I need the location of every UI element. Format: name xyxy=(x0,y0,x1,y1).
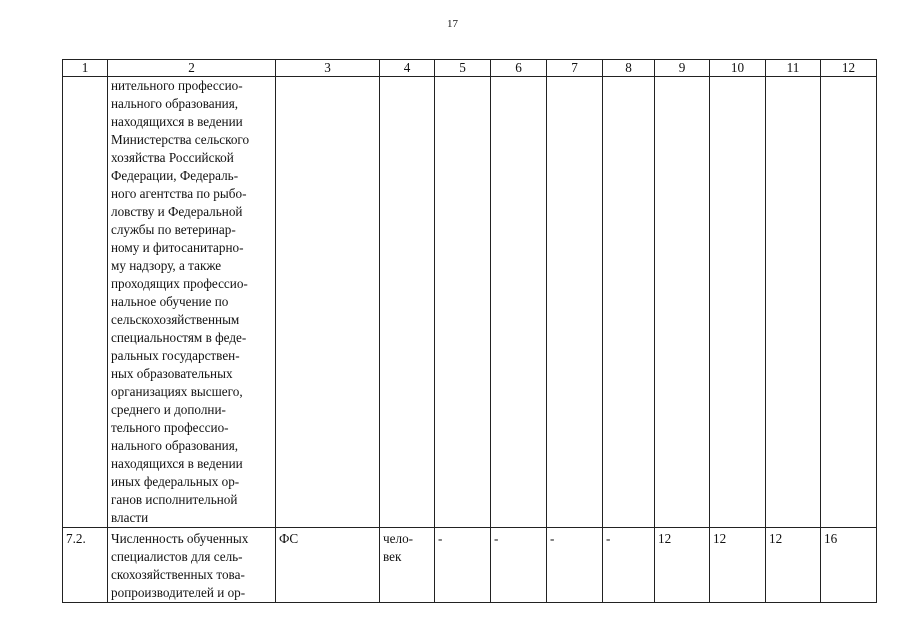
column-header: 12 xyxy=(821,60,877,77)
text-line: ганов исполнительной xyxy=(111,492,238,507)
page-number: 17 xyxy=(447,18,458,30)
column-header: 11 xyxy=(766,60,821,77)
column-header: 1 xyxy=(63,60,108,77)
table-header-row xyxy=(63,60,877,77)
text-line: чело- xyxy=(383,531,414,546)
value-cell xyxy=(655,77,710,528)
row-number-cell: 7.2. xyxy=(63,528,108,603)
column-header: 8 xyxy=(603,60,655,77)
text-line: среднего и дополни- xyxy=(111,402,226,417)
text-line: ных образовательных xyxy=(111,366,233,381)
unit-cell xyxy=(380,77,435,528)
value-cell xyxy=(821,77,877,528)
source-cell: ФС xyxy=(276,528,380,603)
text-line: находящихся в ведении xyxy=(111,114,243,129)
text-line: нальное обучение по xyxy=(111,294,229,309)
row-number-cell xyxy=(63,77,108,528)
description-text xyxy=(111,77,272,527)
column-header: 3 xyxy=(276,60,380,77)
table-row-continuation xyxy=(63,77,877,528)
text-line: скохозяйственных това- xyxy=(111,567,245,582)
text-line: нального образования, xyxy=(111,438,239,453)
text-line: ральных государствен- xyxy=(111,348,240,363)
text-line: специалистов для сель- xyxy=(111,549,243,564)
description-cell xyxy=(108,77,276,528)
text-line: сельскохозяйственным xyxy=(111,312,240,327)
value-cell xyxy=(435,77,491,528)
unit-text xyxy=(383,530,431,566)
text-line: хозяйства Российской xyxy=(111,150,234,165)
text-line: нительного профессио- xyxy=(111,78,243,93)
text-line: ному и фитосанитарно- xyxy=(111,240,244,255)
column-header: 10 xyxy=(710,60,766,77)
text-line: му надзору, а также xyxy=(111,258,222,273)
text-line: власти xyxy=(111,510,149,525)
text-line: Численность обученных xyxy=(111,531,249,546)
value-cell xyxy=(547,77,603,528)
text-line: ропроизводителей и ор- xyxy=(111,585,246,600)
column-header: 6 xyxy=(491,60,547,77)
text-line: службы по ветеринар- xyxy=(111,222,236,237)
value-cell-col9: 12 xyxy=(655,528,710,603)
value-cell-col11: 12 xyxy=(766,528,821,603)
table-row-7-2 xyxy=(63,528,877,603)
text-line: находящихся в ведении xyxy=(111,456,243,471)
unit-cell xyxy=(380,528,435,603)
description-cell xyxy=(108,528,276,603)
text-line: тельного профессио- xyxy=(111,420,229,435)
value-cell-col5: - xyxy=(435,528,491,603)
text-line: проходящих профессио- xyxy=(111,276,248,291)
text-line: организациях высшего, xyxy=(111,384,243,399)
text-line: специальностям в феде- xyxy=(111,330,247,345)
description-text xyxy=(111,530,272,602)
source-cell xyxy=(276,77,380,528)
text-line: Министерства сельского xyxy=(111,132,250,147)
text-line: нального образования, xyxy=(111,96,239,111)
column-header: 2 xyxy=(108,60,276,77)
value-cell-col6: - xyxy=(491,528,547,603)
value-cell-col8: - xyxy=(603,528,655,603)
text-line: ловству и Федеральной xyxy=(111,204,243,219)
value-cell xyxy=(766,77,821,528)
value-cell-col7: - xyxy=(547,528,603,603)
text-line: иных федеральных ор- xyxy=(111,474,240,489)
text-line: Федерации, Федераль- xyxy=(111,168,239,183)
value-cell-col12: 16 xyxy=(821,528,877,603)
value-cell xyxy=(491,77,547,528)
value-cell xyxy=(710,77,766,528)
column-header: 5 xyxy=(435,60,491,77)
column-header: 4 xyxy=(380,60,435,77)
text-line: ного агентства по рыбо- xyxy=(111,186,247,201)
value-cell xyxy=(603,77,655,528)
value-cell-col10: 12 xyxy=(710,528,766,603)
indicator-table xyxy=(62,59,877,603)
text-line: век xyxy=(383,549,402,564)
column-header: 7 xyxy=(547,60,603,77)
column-header: 9 xyxy=(655,60,710,77)
